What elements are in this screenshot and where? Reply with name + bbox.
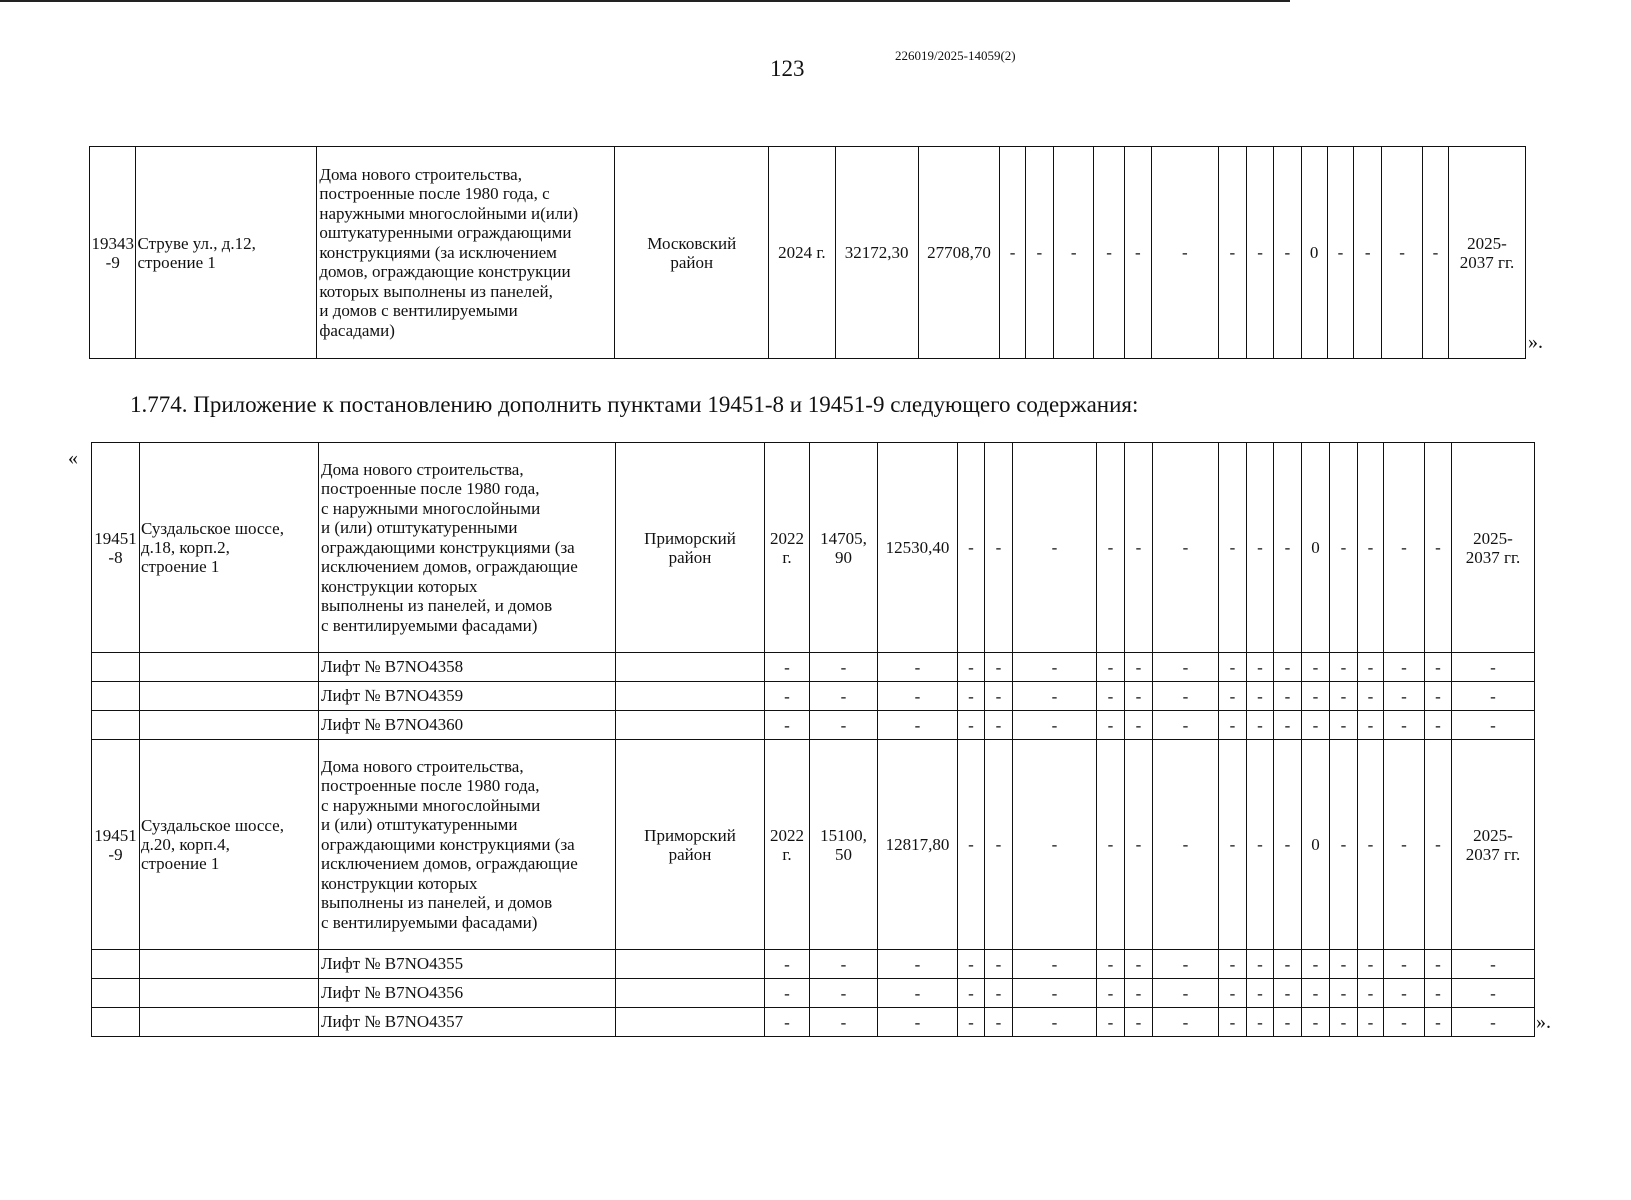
value-cell: - <box>1219 653 1247 682</box>
value-cell: - <box>1327 147 1353 359</box>
value-cell: - <box>810 950 878 979</box>
value-cell: - <box>1384 740 1425 950</box>
value-cell: - <box>1025 147 1053 359</box>
value-cell: 0 <box>1302 443 1330 653</box>
value-cell: - <box>1274 682 1302 711</box>
lift-row <box>92 979 1535 1008</box>
lift-row <box>92 1008 1535 1037</box>
item-number-cell: 19451 -9 <box>92 740 140 950</box>
value-cell: - <box>1358 1008 1384 1037</box>
value-cell: - <box>1097 950 1125 979</box>
value-cell: - <box>878 979 958 1008</box>
value-cell: - <box>1013 1008 1097 1037</box>
value-cell: - <box>1302 653 1330 682</box>
value-cell: - <box>1013 443 1097 653</box>
value-cell: - <box>1425 682 1452 711</box>
value-cell: - <box>958 740 985 950</box>
value-cell: - <box>1153 443 1219 653</box>
value-cell: - <box>958 682 985 711</box>
value-cell: - <box>1384 443 1425 653</box>
value-cell: - <box>1094 147 1124 359</box>
value-cell: - <box>1097 979 1125 1008</box>
value-cell: - <box>878 950 958 979</box>
table-row <box>92 740 1535 950</box>
district-cell: Приморский район <box>616 740 765 950</box>
value-cell: - <box>1274 979 1302 1008</box>
value-cell: - <box>1247 740 1274 950</box>
lift-row <box>92 653 1535 682</box>
value-cell: - <box>1219 443 1247 653</box>
value-cell: - <box>1425 950 1452 979</box>
value-cell: - <box>810 1008 878 1037</box>
value-cell: - <box>985 653 1013 682</box>
document-id: 226019/2025-14059(2) <box>895 48 1016 63</box>
total-area-cell: 15100, 50 <box>810 740 878 950</box>
value-cell: - <box>1358 740 1384 950</box>
value-cell: - <box>985 682 1013 711</box>
address-cell <box>140 682 319 711</box>
address-cell <box>140 711 319 740</box>
value-cell: - <box>1013 711 1097 740</box>
value-cell: - <box>1358 682 1384 711</box>
value-cell: - <box>1302 950 1330 979</box>
value-cell: - <box>1247 950 1274 979</box>
value-cell: - <box>1330 740 1358 950</box>
value-cell: - <box>1000 147 1025 359</box>
table-1 <box>89 146 1526 359</box>
district-cell: Московский район <box>615 147 769 359</box>
value-cell: - <box>1422 147 1448 359</box>
value-cell: - <box>1425 653 1452 682</box>
value-cell: - <box>1153 1008 1219 1037</box>
value-cell: - <box>1053 147 1093 359</box>
value-cell: - <box>1302 711 1330 740</box>
address-cell <box>140 1008 319 1037</box>
value-cell: - <box>1330 711 1358 740</box>
value-cell: - <box>1153 979 1219 1008</box>
lift-name-cell: Лифт № B7NO4359 <box>319 682 616 711</box>
value-cell: - <box>985 950 1013 979</box>
item-number-cell <box>92 682 140 711</box>
item-number-cell <box>92 979 140 1008</box>
value-cell: - <box>1097 1008 1125 1037</box>
value-cell: - <box>1358 950 1384 979</box>
value-cell: - <box>1358 653 1384 682</box>
year-cell: 2022 г. <box>765 443 810 653</box>
value-cell: - <box>1097 740 1125 950</box>
page-number: 123 <box>770 56 805 81</box>
value-cell: - <box>1013 740 1097 950</box>
value-cell: - <box>958 443 985 653</box>
value-cell: - <box>1153 950 1219 979</box>
value-cell: - <box>958 950 985 979</box>
value-cell: - <box>1247 711 1274 740</box>
total-area-cell: 32172,30 <box>835 147 918 359</box>
value-cell: - <box>1125 443 1153 653</box>
lift-name-cell: Лифт № B7NO4358 <box>319 653 616 682</box>
value-cell: - <box>1125 653 1153 682</box>
value-cell: - <box>1247 443 1274 653</box>
lift-name-cell: Лифт № B7NO4360 <box>319 711 616 740</box>
value-cell: - <box>810 682 878 711</box>
value-cell: - <box>1384 950 1425 979</box>
value-cell: - <box>1153 682 1219 711</box>
value-cell: - <box>810 711 878 740</box>
top-rule <box>0 0 1290 2</box>
year-cell: 2022 г. <box>765 740 810 950</box>
value-cell: - <box>878 682 958 711</box>
value-cell: - <box>1125 711 1153 740</box>
open-quote: « <box>68 447 78 469</box>
value-cell: - <box>1330 950 1358 979</box>
value-cell: - <box>1218 147 1246 359</box>
value-cell: - <box>1302 979 1330 1008</box>
value-cell: - <box>1274 443 1302 653</box>
district-cell <box>616 682 765 711</box>
value-cell: - <box>1153 711 1219 740</box>
value-cell: - <box>1384 682 1425 711</box>
item-number-cell <box>92 653 140 682</box>
value-cell: - <box>1219 740 1247 950</box>
value-cell: - <box>1013 950 1097 979</box>
value-cell: - <box>1384 1008 1425 1037</box>
value-cell: - <box>1153 740 1219 950</box>
value-cell: - <box>1097 653 1125 682</box>
value-cell: - <box>958 711 985 740</box>
value-cell: - <box>985 1008 1013 1037</box>
value-cell: - <box>765 711 810 740</box>
address-cell: Суздальское шоссе, д.20, корп.4, строение 1 <box>140 740 319 950</box>
district-cell <box>616 950 765 979</box>
value-cell: - <box>1274 950 1302 979</box>
value-cell: - <box>1302 1008 1330 1037</box>
district-cell <box>616 653 765 682</box>
table-2 <box>91 442 1535 1037</box>
table-row <box>90 147 1526 359</box>
value-cell: - <box>1302 682 1330 711</box>
address-cell <box>140 950 319 979</box>
value-cell: - <box>1425 1008 1452 1037</box>
living-area-cell: 12817,80 <box>878 740 958 950</box>
district-cell <box>616 1008 765 1037</box>
year-cell: 2024 г. <box>769 147 836 359</box>
item-number-cell: 19343 -9 <box>90 147 136 359</box>
table-row <box>92 443 1535 653</box>
value-cell: - <box>1452 979 1535 1008</box>
value-cell: - <box>1384 653 1425 682</box>
value-cell: - <box>1382 147 1422 359</box>
value-cell: - <box>1384 711 1425 740</box>
value-cell: 0 <box>1301 147 1327 359</box>
value-cell: - <box>1274 1008 1302 1037</box>
value-cell: - <box>1219 682 1247 711</box>
value-cell: - <box>1097 711 1125 740</box>
value-cell: - <box>878 653 958 682</box>
value-cell: - <box>1452 950 1535 979</box>
description-cell: Дома нового строительства, построенные после 1980 года, с наружными многослойными и(или) оштукатуренными ограждающими конструкциями (за исключением домов, ограждающие конструкции которых выполнены из панелей, и домов с вентилируемыми фасадами) <box>317 147 615 359</box>
description-cell: Дома нового строительства, построенные после 1980 года, с наружными многослойными и (или) отштукатуренными ограждающими конструкциями (за исключением домов, ограждающие конструкции которых выполнены из панелей, и домов с вентилируемыми фасадами) <box>319 740 616 950</box>
total-area-cell: 14705, 90 <box>810 443 878 653</box>
value-cell: - <box>1246 147 1273 359</box>
lift-row <box>92 711 1535 740</box>
value-cell: 0 <box>1302 740 1330 950</box>
value-cell: - <box>985 740 1013 950</box>
value-cell: - <box>1125 979 1153 1008</box>
value-cell: - <box>1330 979 1358 1008</box>
value-cell: - <box>1097 682 1125 711</box>
value-cell: - <box>1384 979 1425 1008</box>
value-cell: - <box>1013 979 1097 1008</box>
period-cell: 2025- 2037 гг. <box>1452 740 1535 950</box>
value-cell: - <box>1330 443 1358 653</box>
value-cell: - <box>1452 711 1535 740</box>
value-cell: - <box>985 443 1013 653</box>
value-cell: - <box>958 1008 985 1037</box>
value-cell: - <box>765 950 810 979</box>
value-cell: - <box>1247 682 1274 711</box>
value-cell: - <box>1247 979 1274 1008</box>
value-cell: - <box>1452 682 1535 711</box>
lift-row <box>92 950 1535 979</box>
district-cell <box>616 979 765 1008</box>
value-cell: - <box>1153 653 1219 682</box>
value-cell: - <box>1274 711 1302 740</box>
value-cell: - <box>765 979 810 1008</box>
lift-name-cell: Лифт № B7NO4356 <box>319 979 616 1008</box>
value-cell: - <box>958 979 985 1008</box>
living-area-cell: 27708,70 <box>918 147 1000 359</box>
lift-name-cell: Лифт № B7NO4357 <box>319 1008 616 1037</box>
value-cell: - <box>1452 653 1535 682</box>
value-cell: - <box>765 682 810 711</box>
value-cell: - <box>1330 653 1358 682</box>
value-cell: - <box>1274 147 1301 359</box>
value-cell: - <box>1274 740 1302 950</box>
value-cell: - <box>1358 979 1384 1008</box>
address-cell: Суздальское шоссе, д.18, корп.2, строение 1 <box>140 443 319 653</box>
value-cell: - <box>1219 711 1247 740</box>
district-cell <box>616 711 765 740</box>
value-cell: - <box>1358 711 1384 740</box>
value-cell: - <box>1219 1008 1247 1037</box>
value-cell: - <box>810 979 878 1008</box>
value-cell: - <box>1247 1008 1274 1037</box>
item-number-cell <box>92 711 140 740</box>
address-cell <box>140 979 319 1008</box>
value-cell: - <box>985 711 1013 740</box>
value-cell: - <box>1247 653 1274 682</box>
value-cell: - <box>985 979 1013 1008</box>
period-cell: 2025- 2037 гг. <box>1452 443 1535 653</box>
close-quote-2: ». <box>1536 1011 1551 1033</box>
value-cell: - <box>1274 653 1302 682</box>
living-area-cell: 12530,40 <box>878 443 958 653</box>
value-cell: - <box>1013 653 1097 682</box>
close-quote-1: ». <box>1528 331 1543 353</box>
lift-name-cell: Лифт № B7NO4355 <box>319 950 616 979</box>
value-cell: - <box>1425 979 1452 1008</box>
value-cell: - <box>878 1008 958 1037</box>
value-cell: - <box>1219 950 1247 979</box>
lift-row <box>92 682 1535 711</box>
item-number-cell: 19451 -8 <box>92 443 140 653</box>
description-cell: Дома нового строительства, построенные после 1980 года, с наружными многослойными и (или) отштукатуренными ограждающими конструкциями (за исключением домов, ограждающие конструкции которых выполнены из панелей, и домов с вентилируемыми фасадами) <box>319 443 616 653</box>
value-cell: - <box>1330 682 1358 711</box>
address-cell: Струве ул., д.12, строение 1 <box>136 147 317 359</box>
value-cell: - <box>1330 1008 1358 1037</box>
value-cell: - <box>1125 1008 1153 1037</box>
value-cell: - <box>1425 740 1452 950</box>
value-cell: - <box>765 653 810 682</box>
value-cell: - <box>1097 443 1125 653</box>
value-cell: - <box>1219 979 1247 1008</box>
value-cell: - <box>1425 443 1452 653</box>
value-cell: - <box>1125 950 1153 979</box>
value-cell: - <box>1152 147 1219 359</box>
value-cell: - <box>878 711 958 740</box>
item-number-cell <box>92 1008 140 1037</box>
value-cell: - <box>1124 147 1151 359</box>
value-cell: - <box>958 653 985 682</box>
value-cell: - <box>1452 1008 1535 1037</box>
value-cell: - <box>1358 443 1384 653</box>
value-cell: - <box>1125 740 1153 950</box>
value-cell: - <box>765 1008 810 1037</box>
value-cell: - <box>1125 682 1153 711</box>
period-cell: 2025- 2037 гг. <box>1449 147 1526 359</box>
address-cell <box>140 653 319 682</box>
value-cell: - <box>810 653 878 682</box>
value-cell: - <box>1013 682 1097 711</box>
district-cell: Приморский район <box>616 443 765 653</box>
section-paragraph: 1.774. Приложение к постановлению дополнить пунктами 19451-8 и 19451-9 следующего содержания: <box>130 392 1139 417</box>
value-cell: - <box>1425 711 1452 740</box>
value-cell: - <box>1354 147 1382 359</box>
item-number-cell <box>92 950 140 979</box>
